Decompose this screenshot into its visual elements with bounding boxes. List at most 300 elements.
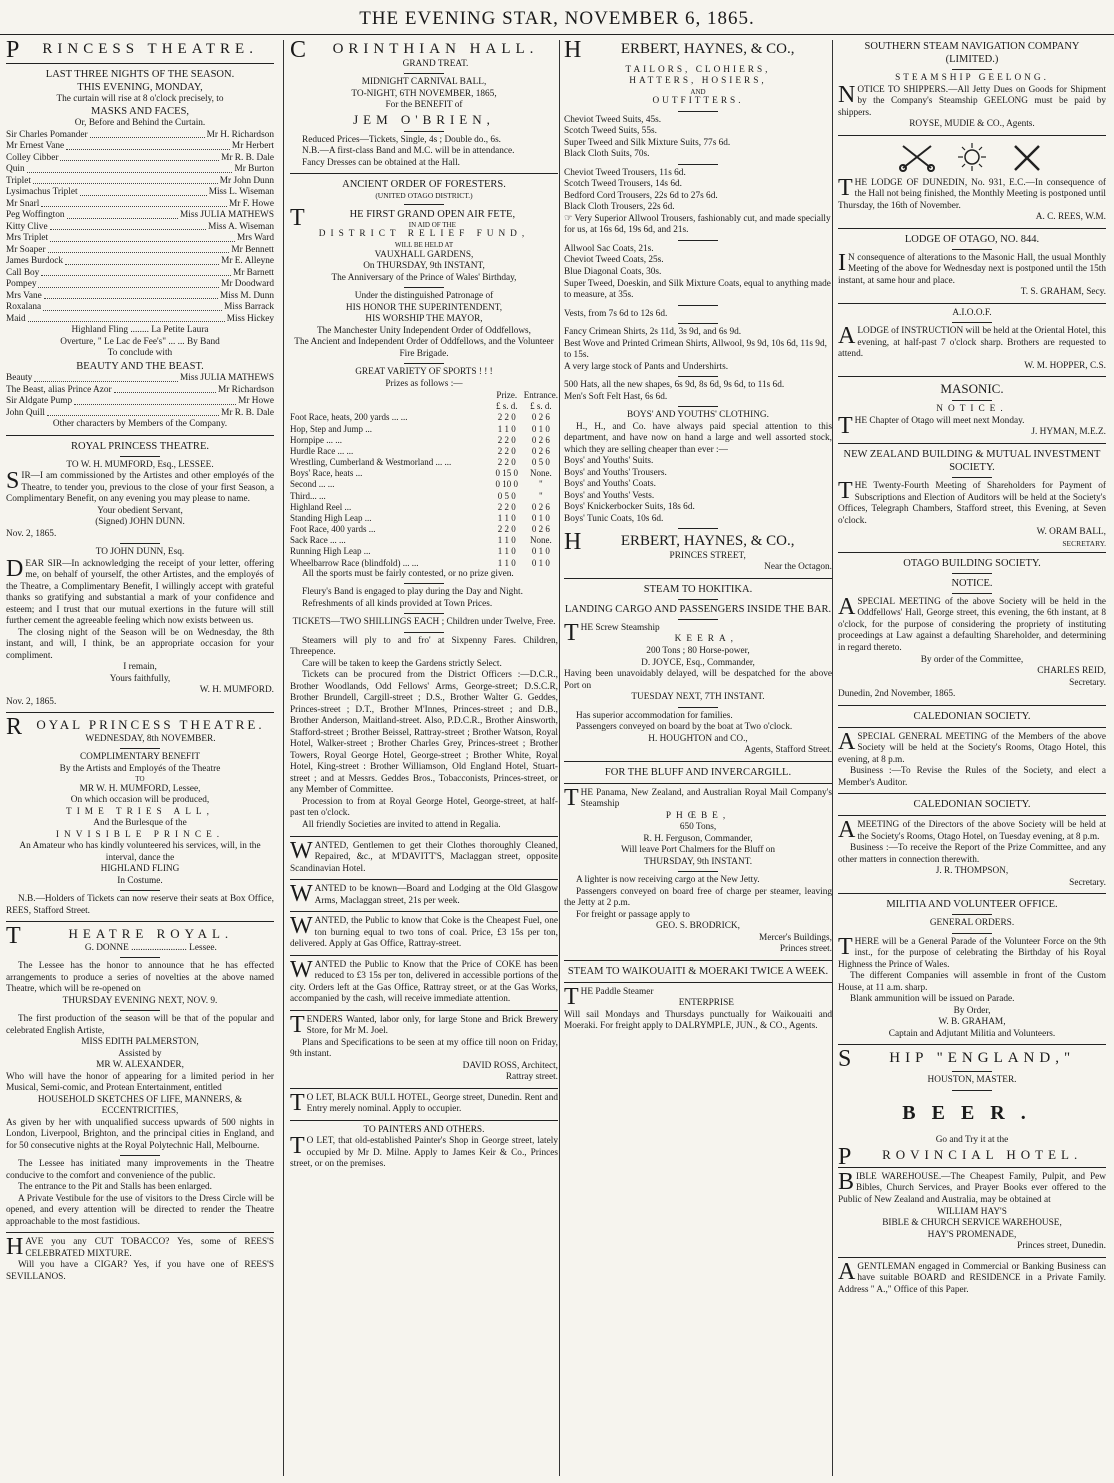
dot-leader: [41, 199, 227, 208]
signature: A. C. REES, W.M.: [1035, 212, 1106, 223]
cast-row: [6, 279, 274, 291]
play-title: MASKS AND FACES,: [90, 106, 190, 118]
cast-row: [6, 396, 274, 408]
currency-header: £ s. d.: [530, 401, 552, 412]
dot-leader: [33, 176, 218, 185]
paragraph: H., H., and Co. have always paid special attention to this department, and have now on hand a large and well assorted stock, which they are selling cheaper than ever :—: [564, 421, 832, 455]
rule: [678, 240, 718, 241]
cast-actor: Miss Hickey: [226, 313, 274, 324]
cast-role: Mr Soaper: [6, 244, 46, 255]
rule: [838, 376, 1106, 377]
paragraph: ASPECIAL MEETING of the above Society will be held in the Oddfellows' Hall, George street, this evening, the 6th instant, at 8 o'clock, for the purpose of considering the propriety of instituting proceedings at Law against a defaulting Shareholder, and determining in regard thereto.: [838, 593, 1106, 653]
text-line: DISTRICT RELIEF FUND,: [318, 229, 530, 240]
signature: CHARLES REID,: [1037, 666, 1106, 677]
event-name: Second ... ...: [290, 479, 335, 490]
rule: [838, 815, 1106, 816]
classified-ad: AGENTLEMAN engaged in Commercial or Banking Business can have suitable BOARD and RESIDENCE in a Private Family. Address " A.," Office of this Paper.: [838, 1258, 1106, 1295]
paragraph: Will sail Mondays and Thursdays punctually for Waikouaiti and Moeraki. For freight apply to DALRYMPLE, JUN., & CO., Agents.: [564, 1009, 832, 1032]
text-line: THE Screw Steamship: [564, 619, 660, 646]
event-prize: 2 2 0: [497, 434, 516, 445]
paragraph: As given by her with unqualified success upwards of 500 nights in London, Liverpool, Brighton, and the principal cities in England, and for 50 consecutive nights at the Royal Polytechnic Hall, Melbourne.: [6, 1117, 274, 1151]
dot-leader: [66, 141, 230, 150]
list-item: Scotch Tweed Trousers, 14s 6d.: [564, 179, 682, 190]
price-list: [564, 115, 832, 161]
text-line: SECRETARY.: [1062, 538, 1106, 548]
text-line: THE FIRST GRAND OPEN AIR FETE,: [290, 204, 516, 231]
dot-leader: [28, 314, 225, 323]
list-item: Cheviot Tweed Coats, 25s.: [564, 255, 664, 266]
list-item: 500 Hats, all the new shapes, 6s 9d, 8s 6d, 9s 6d, to 11s 6d.: [564, 380, 785, 391]
cast-role: Lysimachus Triplet: [6, 187, 78, 198]
price-list: [564, 456, 832, 525]
cast-list: [6, 373, 274, 419]
list-item: Boys' and Youths' Suits.: [564, 456, 654, 467]
beer-headline: BEER.: [902, 1101, 1042, 1124]
cast-row: [6, 199, 274, 211]
column-rule: [832, 40, 833, 1476]
text-line: GRAND TREAT.: [402, 58, 469, 69]
crossed-quills-icon: [1007, 142, 1047, 172]
list-item: Super Tweed, Doeskin, and Silk Mixture Coats, equal to anything made to measure, at 35s.: [564, 278, 831, 301]
sun-icon: [957, 142, 987, 172]
dot-leader: [65, 256, 219, 265]
paragraph: N.B.—A first-class Band and M.C. will be in attendance.: [302, 146, 515, 157]
date: Nov. 2, 1865.: [6, 696, 57, 707]
text-line: By the Artists and Employés of the Theatre: [59, 763, 221, 774]
cast-actor: Mr Howe: [238, 396, 274, 407]
rule: [838, 552, 1106, 553]
event-entrance: 0 2 6: [531, 524, 550, 535]
text-line: MR W. H. MUMFORD, Lessee,: [79, 783, 201, 794]
paragraph: The first production of the season will be that of the popular and celebrated English Artiste,: [6, 1014, 274, 1036]
cast-row: [6, 268, 274, 280]
dot-leader: [60, 153, 219, 162]
cast-actor: Mr Richardson: [217, 384, 274, 395]
paragraph: HAVE you any CUT TOBACCO? Yes, some of REES'S CELEBRATED MIXTURE.: [6, 1234, 274, 1261]
cast-role: Roxalana: [6, 302, 42, 313]
cast-actor: Mr Doodward: [221, 279, 274, 290]
signature: GEO. S. BRODRICK,: [656, 921, 740, 932]
rule: [290, 1120, 558, 1121]
classified-ad: TENDERS Wanted, labor only, for large Stone and Brick Brewery Store, for Mr M. Joel.: [290, 1011, 558, 1038]
event-prize: 0 10 0: [495, 479, 519, 490]
list-item: Bedford Cord Trousers, 22s 6d to 27s 6d.: [564, 190, 718, 201]
paragraph: Fleury's Band is engaged to play during the Day and Night.: [302, 587, 523, 598]
signature: W. B. GRAHAM,: [938, 1017, 1006, 1028]
table-row: [290, 424, 558, 435]
paragraph: Business :—To Revise the Rules of the Society, and elect a Member's Auditor.: [838, 766, 1106, 788]
list-item: ☞ Very Superior Allwool Trousers, fashionably cut, and made specially for us, at 16s 6d, 19s 6d, and 21s.: [564, 213, 831, 236]
cast-actor: Mrs Ward: [236, 233, 274, 244]
paragraph: Steamers will ply to and fro' at Sixpenny Fares. Children, Threepence.: [290, 635, 558, 658]
cast-row: [6, 130, 274, 142]
text-line: Agents, Stafford Street.: [744, 745, 832, 756]
list-item: Vests, from 7s 6d to 12s 6d.: [564, 308, 668, 319]
signature: H. HOUGHTON and CO.,: [648, 733, 748, 744]
section-title: OTAGO BUILDING SOCIETY.: [903, 557, 1041, 569]
text-line: The Ancient and Independent Order of Oddfellows, and the Volunteer Fire Brigade.: [294, 337, 554, 359]
text-line: Secretary.: [1069, 877, 1106, 888]
rule: [952, 249, 992, 250]
rule: [564, 982, 832, 983]
event-entrance: 0 1 0: [531, 423, 550, 434]
list-item: Allwool Sac Coats, 21s.: [564, 243, 654, 254]
cast-row: [6, 164, 274, 176]
cast-role: Mr Ernest Vane: [6, 141, 65, 152]
paragraph: Passengers conveyed on board free of charge per steamer, leaving the Jetty at 2 p.m.: [564, 886, 832, 909]
cast-actor: Mr H. Richardson: [206, 129, 274, 140]
text-line: TO W. H. MUMFORD, Esq., LESSEE.: [66, 459, 214, 470]
table-row: [290, 435, 558, 446]
text-line: On which occasion will be produced,: [70, 795, 210, 806]
paragraph: Fancy Dresses can be obtained at the Hall.: [302, 157, 460, 168]
event-entrance: 0 2 6: [531, 501, 550, 512]
text-line: Prizes as follows :—: [385, 378, 463, 389]
rule: [838, 727, 1106, 728]
event-entrance: 0 1 0: [531, 546, 550, 557]
date: Dunedin, 2nd November, 1865.: [838, 689, 956, 700]
price-list: [564, 327, 832, 373]
paragraph: Passengers conveyed on board by the boat at Two o'clock.: [576, 722, 793, 733]
rule: [678, 406, 718, 407]
text-line: TO-NIGHT, 6TH NOVEMBER, 1865,: [351, 88, 497, 99]
column-3: [564, 40, 832, 1478]
cast-role: Mrs Triplet: [6, 233, 49, 244]
text-line: Princes street.: [779, 944, 832, 955]
paragraph: A lighter is now receiving cargo at the New Jetty.: [576, 875, 760, 886]
rule: [678, 111, 718, 112]
table-row: [290, 446, 558, 457]
ship-name: KEERA,: [674, 634, 738, 645]
cast-role: Sir Aldgate Pump: [6, 396, 73, 407]
text-line: Yours faithfully,: [109, 673, 171, 684]
prize-header: Prize.: [496, 390, 518, 401]
event-entrance: 0 1 0: [531, 557, 550, 568]
letter-body: The closing night of the Season will be on Wednesday, the 8th instant, and will, I think, be an appropriate occasion for your compliment.: [6, 627, 274, 661]
rule: [6, 435, 274, 436]
text-line: The Anniversary of the Prince of Wales' Birthday,: [331, 272, 517, 283]
classified-ad: WANTED to be known—Board and Lodging at the Old Glasgow Arms, Maclaggan street, 21s per week.: [290, 881, 558, 908]
cast-role: Mrs Vane: [6, 290, 42, 301]
text-line: Under the distinguished Patronage of: [354, 291, 494, 302]
signature: (Signed) JOHN DUNN.: [95, 517, 185, 528]
dot-leader: [74, 396, 236, 405]
paragraph: THE Panama, New Zealand, and Australian Royal Mail Company's Steamship: [564, 784, 832, 811]
list-item: Black Cloth Suits, 70s.: [564, 149, 650, 160]
paragraph: ASPECIAL GENERAL MEETING of the Members of the above Society will be held at the Society's Rooms, Otago Hotel, this evening, at 8 p.m.: [838, 728, 1106, 765]
masonic-emblems: [838, 142, 1106, 172]
list-item: Cheviot Tweed Suits, 45s.: [564, 114, 662, 125]
paragraph: All friendly Societies are invited to attend in Regalia.: [302, 819, 501, 830]
signature: J. HYMAN, M.E.Z.: [1031, 427, 1106, 438]
text-line: HOUSEHOLD SKETCHES OF LIFE, MANNERS, & ECCENTRICITIES,: [37, 1094, 243, 1117]
text-line: Secretary.: [1069, 677, 1106, 688]
entrance-header: Entrance.: [523, 390, 558, 401]
cast-row: [6, 176, 274, 188]
rule: [838, 1044, 1106, 1045]
rule: [404, 613, 444, 614]
text-line: And the Burlesque of the: [93, 818, 187, 829]
text-line: On THURSDAY, 9th INSTANT,: [363, 261, 485, 272]
event-entrance: None.: [530, 535, 552, 546]
text-line: Rattray street.: [505, 1072, 558, 1083]
paragraph: ALODGE of INSTRUCTION will be held at the Oriental Hotel, this evening, at half-past 7 o'clock sharp. Brothers are requested to attend.: [838, 323, 1106, 360]
paragraph: Having been unavoidably delayed, will be despatched for the above Port on: [564, 669, 832, 691]
text-line: Near the Octagon.: [764, 562, 832, 573]
text-line: GENERAL ORDERS.: [929, 918, 1015, 929]
cast-role: Maid: [6, 313, 26, 324]
rule: [952, 933, 992, 934]
cast-row: [6, 245, 274, 257]
table-row: [290, 468, 558, 479]
paragraph: A Private Vestibule for the use of visitors to the Dress Circle will be opened, and every attention will be directed to render the Theatre approachable to the most fastidious.: [6, 1193, 274, 1227]
event-name: Foot Race, heats, 200 yards ... ...: [290, 412, 408, 423]
rule: [952, 593, 992, 594]
signature: T. S. GRAHAM, Secy.: [1020, 287, 1106, 298]
rule: [564, 761, 832, 762]
table-row: [290, 535, 558, 546]
rule: [6, 63, 274, 64]
cast-role: Beauty: [6, 373, 33, 383]
text-line: R. H. Ferguson, Commander,: [643, 833, 753, 844]
paragraph: BIBLE WAREHOUSE.—The Cheapest Family, Pulpit, and Pew Bibles, Church Services, and Prayer Books ever offered to the Public of New Zealand and Australia, may be obtained at: [838, 1168, 1106, 1205]
cast-row: [6, 302, 274, 314]
rule: [404, 632, 444, 633]
cast-role: James Burdock: [6, 256, 64, 267]
paragraph: The Lessee has initiated many improvements in the Theatre conducive to the comfort and convenience of the public.: [6, 1159, 274, 1181]
rule: [952, 69, 992, 70]
text-line: Go and Try it at the: [935, 1135, 1009, 1146]
text-line: HAY'S PROMENADE,: [927, 1229, 1017, 1240]
list-item: Boys' and Youths' Trousers.: [564, 467, 667, 478]
dot-leader: [43, 302, 222, 311]
paragraph: Procession to from at Royal George Hotel, George-street, at half-past ten o'clock.: [290, 796, 558, 819]
text-line: JEM O'BRIEN,: [353, 111, 495, 127]
cast-role: Quin: [6, 164, 25, 175]
paragraph: THE LODGE OF DUNEDIN, No. 931, E.C.—In consequence of the Hall not being finished, the Monthly Meeting is postponed until Thursday, the 16th of November.: [838, 174, 1106, 211]
cast-actor: Miss JULIA MATHEWS: [179, 210, 274, 221]
rule: [952, 914, 992, 915]
text-line: PRINCES STREET,: [669, 550, 746, 561]
cast-actor: Miss A. Wiseman: [208, 221, 274, 232]
rule: [678, 599, 718, 600]
section-title: LODGE OF OTAGO, NO. 844.: [904, 233, 1040, 245]
table-row: [290, 558, 558, 569]
ship-name: STEAMSHIP GEELONG.: [895, 73, 1049, 84]
cast-row: [6, 222, 274, 234]
paragraph: All the sports must be fairly contested, or no prize given.: [302, 568, 514, 579]
rule: [564, 578, 832, 579]
rule: [6, 921, 274, 922]
rule: [678, 305, 718, 306]
text-line: LANDING CARGO AND PASSENGERS INSIDE THE BAR.: [564, 603, 832, 615]
paragraph: Plans and Specifications to be seen at my office till noon on Friday, 9th instant.: [290, 1037, 558, 1060]
cast-actor: Mr Burton: [234, 164, 274, 175]
text-line: WILL BE HELD AT: [394, 240, 454, 249]
list-item: Cheviot Tweed Trousers, 11s 6d.: [564, 167, 686, 178]
section-title: A.I.O.O.F.: [952, 307, 992, 318]
cast-actor: Mr F. Howe: [229, 198, 274, 209]
section-title: HERBERT, HAYNES, & CO.,: [564, 40, 795, 63]
event-entrance: 0 2 6: [531, 434, 550, 445]
table-row: [290, 412, 558, 423]
cast-row: [6, 153, 274, 165]
cast-actor: Miss Barrack: [224, 302, 274, 313]
dot-leader: [114, 385, 216, 394]
text-line: THE Paddle Steamer: [564, 983, 654, 1010]
paragraph: Blank ammunition will be issued on Parade.: [850, 994, 1015, 1005]
cast-actor: Miss JULIA MATHEWS: [179, 373, 274, 383]
event-name: Hurdle Race ... ...: [290, 445, 354, 456]
rule: [838, 893, 1106, 894]
text-line: HIS HONOR THE SUPERINTENDENT,: [345, 302, 503, 313]
rule: [564, 783, 832, 784]
dot-leader: [67, 210, 178, 219]
signature: J. R. THOMPSON,: [935, 866, 1009, 877]
cast-role: Triplet: [6, 175, 31, 186]
event-prize: 0 5 0: [497, 490, 516, 501]
cast-row: [6, 256, 274, 268]
paragraph: The different Companies will assemble in front of the Custom House, at 11 a.m. sharp.: [838, 971, 1106, 993]
text-line: OUTFITTERS.: [652, 96, 744, 107]
table-row: [290, 491, 558, 502]
rule: [952, 1071, 992, 1072]
princess-head: [6, 68, 274, 94]
text-line: By order of the Committee,: [920, 654, 1024, 665]
signature: ROYSE, MUDIE & CO., Agents.: [909, 119, 1035, 130]
text-line: HATTERS, HOSIERS,: [629, 76, 767, 87]
paragraph: AMEETING of the Directors of the above Society will be held at the Society's Rooms, Otago Hotel, on Tuesday evening, at 8 p.m.: [838, 817, 1106, 844]
dot-leader: [50, 233, 235, 242]
text-line: N.B.—Holders of Tickets can now reserve their seats at Box Office, REES, Stafford Street.: [6, 894, 274, 916]
text-line: TUESDAY NEXT, 7TH INSTANT.: [631, 692, 765, 703]
dot-leader: [34, 373, 178, 382]
text-line: HIS WORSHIP THE MAYOR,: [365, 314, 483, 325]
text-line: BIBLE & CHURCH SERVICE WAREHOUSE,: [882, 1218, 1062, 1229]
text-line: TO: [135, 775, 145, 784]
event-name: Standing High Leap ...: [290, 512, 372, 523]
dot-leader: [41, 268, 231, 277]
text-line: WEDNESDAY, 8th NOVEMBER.: [85, 733, 216, 744]
text-line: In Costume.: [117, 875, 163, 886]
event-prize: 2 2 0: [497, 445, 516, 456]
text-line: G. DONNE ........................ Lessee.: [84, 942, 217, 953]
section-title: ANCIENT ORDER OF FORESTERS.: [342, 179, 506, 191]
cast-actor: Miss L. Wiseman: [208, 187, 274, 198]
event-prize: 1 1 0: [497, 546, 516, 557]
text-line: For the BENEFIT of: [385, 100, 463, 111]
table-header: [290, 401, 558, 412]
section-title: BOYS' AND YOUTHS' CLOTHING.: [627, 410, 769, 421]
crossed-keys-icon: [897, 142, 937, 172]
cast-row: [6, 408, 274, 420]
rule: [952, 573, 992, 574]
cast-row: [6, 210, 274, 222]
text-line: Captain and Adjutant Militia and Volunteers.: [888, 1028, 1056, 1039]
rule: [678, 871, 718, 872]
table-row: [290, 479, 558, 490]
event-prize: 2 2 0: [497, 501, 516, 512]
ship-name: ENTERPRISE: [678, 998, 734, 1009]
text-line: HIGHLAND FLING: [100, 864, 180, 875]
list-item: Black Cloth Trousers, 22s 6d.: [564, 202, 675, 213]
section-title: MILITIA AND VOLUNTEER OFFICE.: [886, 899, 1058, 911]
letter-body: SIR—I am commissioned by the Artistes and other employés of the Theatre, to tender you, previous to the close of your first Season, a Complimentary Benefit, on any evening you may please to name.: [6, 468, 274, 505]
rule: [838, 443, 1106, 444]
section-title: STEAM TO HOKITIKA.: [643, 583, 753, 595]
dot-leader: [80, 187, 207, 196]
classified-ad: WANTED the Public to Know that the Price of COKE has been reduced to £3 15s per ton, delivered in accessible portions of the city. Orders left at the Gas Office, Rattray street, or at the Gas Works, accompanied by the cash, will receive immediate attention.: [290, 956, 558, 1005]
rule: [120, 957, 160, 958]
column-rule: [559, 40, 560, 1476]
cast-row: [6, 385, 274, 397]
rule: [952, 477, 992, 478]
signature: W. M. HOPPER, C.S.: [1024, 360, 1106, 371]
cast-row: [6, 373, 274, 385]
event-name: Highland Reel ...: [290, 501, 352, 512]
dot-leader: [47, 408, 219, 417]
section-title: MASONIC.: [940, 381, 1004, 397]
play-title: INVISIBLE PRINCE.: [55, 829, 225, 840]
event-entrance: None.: [530, 468, 552, 479]
paragraph: Refreshments of all kinds provided at Town Prices.: [302, 598, 493, 609]
rule: [404, 131, 444, 132]
text-line: HOUSTON, MASTER.: [927, 1075, 1017, 1086]
rule: [404, 73, 444, 74]
signature: W. H. MUMFORD.: [199, 685, 274, 696]
section-title: ROYAL PRINCESS THEATRE.: [71, 440, 209, 452]
section-title: THEATRE ROYAL.: [6, 923, 234, 950]
date: Nov. 2, 1865.: [6, 528, 57, 539]
table-row: [290, 546, 558, 557]
text-line: By Order,: [953, 1005, 991, 1016]
column-rule: [283, 40, 284, 1476]
currency-header: £ s. d.: [496, 401, 518, 412]
rule: [952, 1090, 992, 1091]
rule: [404, 363, 444, 364]
event-prize: 1 1 0: [497, 512, 516, 523]
event-prize: 0 15 0: [495, 468, 519, 479]
rule: [838, 1257, 1106, 1258]
text-line: THIS EVENING, MONDAY,: [77, 81, 203, 93]
rule: [678, 528, 718, 529]
paragraph: Who will have the honor of appearing for a limited period in her Musical, Semi-comic, and Protean Entertainment, entitled: [6, 1071, 274, 1094]
rule: [290, 911, 558, 912]
paragraph: Will you have a CIGAR? Yes, if you have one of REES'S SEVILLANOS.: [6, 1260, 274, 1282]
dot-leader: [48, 245, 230, 254]
text-line: (UNITED OTAGO DISTRICT.): [375, 191, 473, 201]
text-line: 650 Tons,: [679, 822, 717, 833]
princess-theatre-title: PRINCESS THEATRE.: [6, 40, 258, 63]
event-name: Hornpipe ... ...: [290, 434, 342, 445]
text-line: LAST THREE NIGHTS OF THE SEASON.: [45, 68, 235, 80]
cast-actor: Mr Bennett: [231, 244, 274, 255]
column-2: [290, 40, 558, 1478]
text-line: An Amateur who has kindly volunteered his services, will, in the interval, dance the: [19, 841, 261, 863]
price-list: [564, 244, 832, 302]
rule: [6, 712, 274, 713]
sports-table: [290, 390, 558, 569]
text-line: I remain,: [123, 662, 157, 673]
event-prize: 1 1 0: [497, 535, 516, 546]
event-prize: 2 2 0: [497, 412, 516, 423]
rule: [952, 322, 992, 323]
cast-row: [6, 291, 274, 303]
cast-actor: Mr Barnett: [232, 267, 274, 278]
price-list: [564, 168, 832, 237]
rule: [564, 960, 832, 961]
classified-ad: TO LET, that old-established Painter's Shop in George street, lately occupied by Mr D. Milne. Apply to James Keir & Co., Princes street, or on the premises.: [290, 1133, 558, 1170]
